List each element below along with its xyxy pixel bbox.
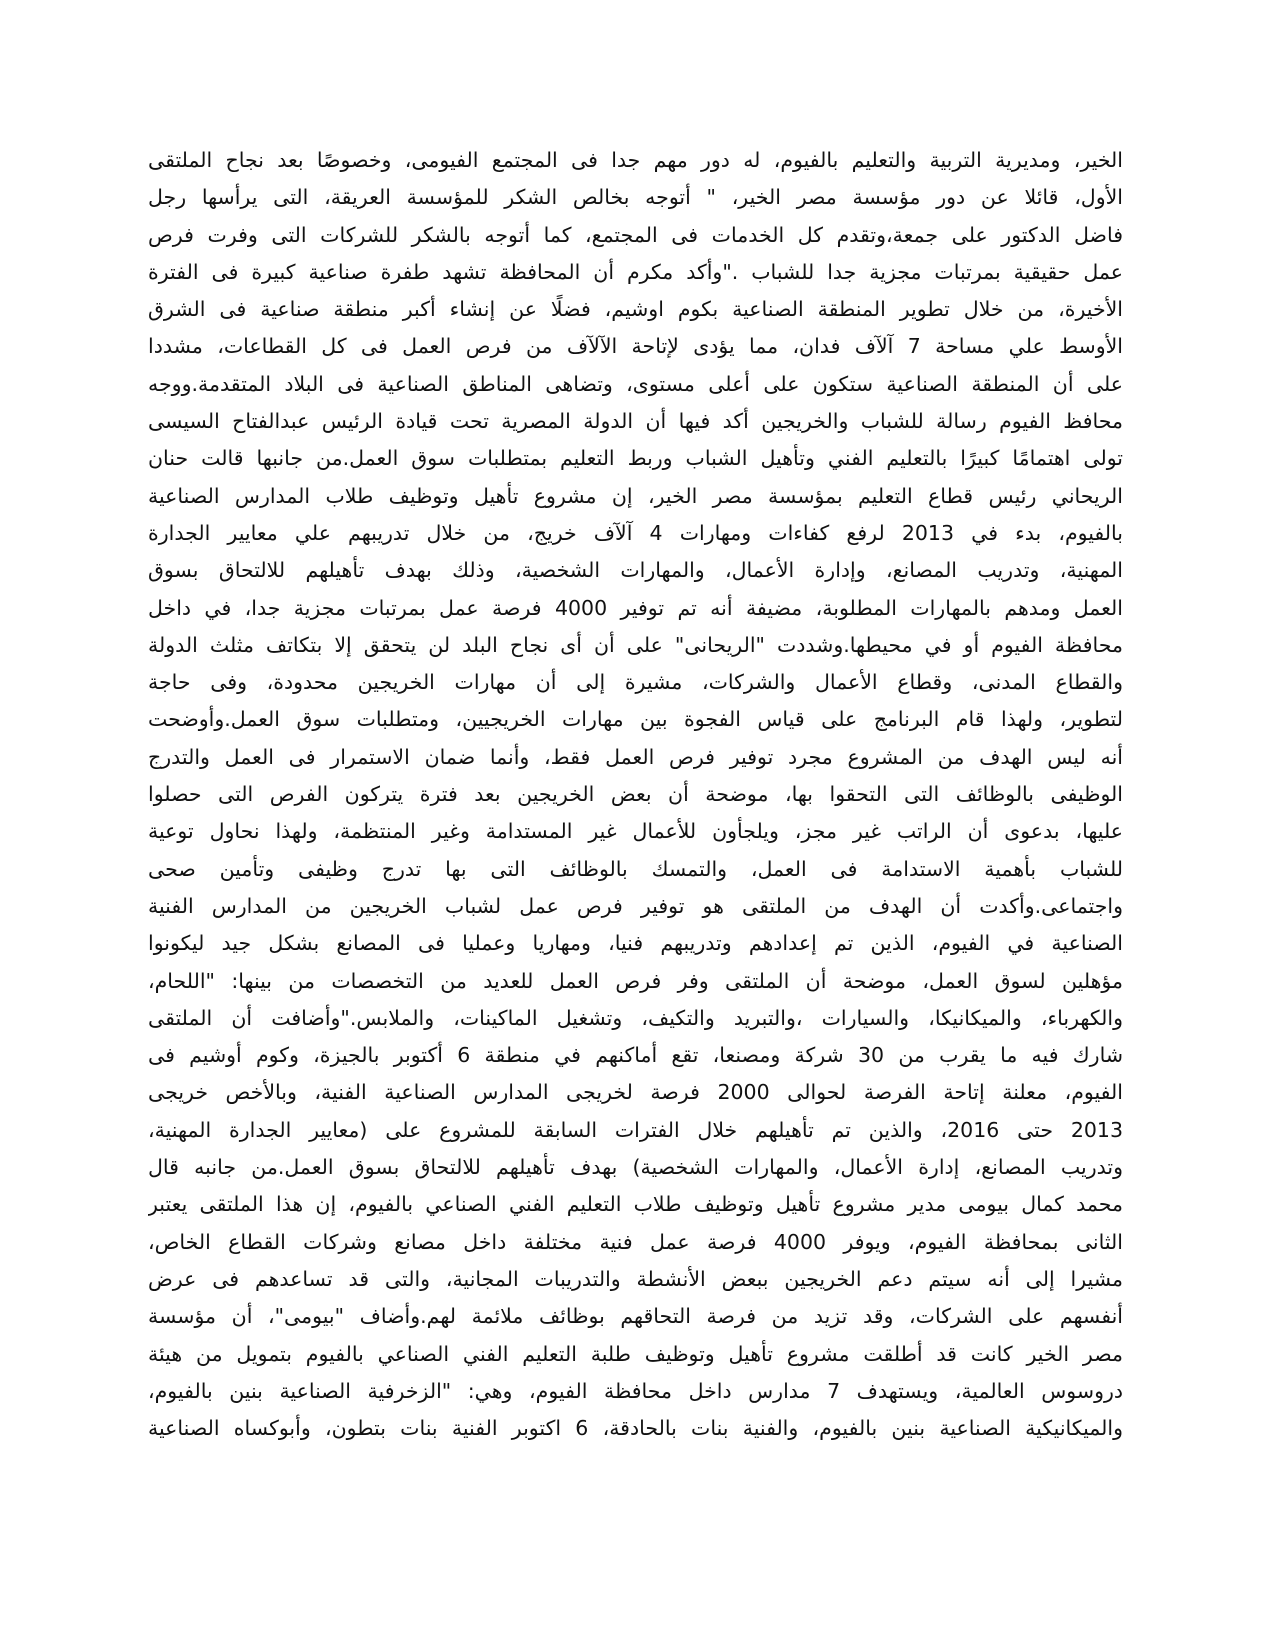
text-line: فاضل الدكتور على جمعة،وتقدم كل الخدمات فى المجتمع، كما أتوجه بالشكر للشركات التى وفرت فرص bbox=[148, 222, 1123, 247]
text-line: والميكانيكية الصناعية بنين بالفيوم، والفنية بنات بالحادقة، 6 اكتوبر الفنية بنات بتطون، وأبوكساه الصناعية bbox=[148, 1416, 1123, 1441]
text-line: مؤهلين لسوق العمل، موضحة أن الملتقى وفر فرص العمل للعديد من التخصصات من بينها: "اللحام، bbox=[148, 968, 1123, 993]
text-line: للشباب بأهمية الاستدامة فى العمل، والتمسك بالوظائف التى بها تدرج وظيفى وتأمين صحى bbox=[148, 856, 1123, 881]
text-line: عليها، بدعوى أن الراتب غير مجز، ويلجأون للأعمال غير المستدامة وغير المنتظمة، ولهذا نحاول توعية bbox=[148, 819, 1123, 844]
text-line: الثانى بمحافظة الفيوم، ويوفر 4000 فرصة عمل فنية مختلفة داخل مصانع وشركات القطاع الخاص، bbox=[148, 1229, 1123, 1254]
text-line: الأخيرة، من خلال تطوير المنطقة الصناعية بكوم اوشيم، فضلًا عن إنشاء أكبر منطقة صناعية فى الشرق bbox=[148, 297, 1123, 322]
text-line: محافظة الفيوم أو في محيطها.وشددت "الريحانى" على أن أى نجاح البلد لن يتحقق إلا بتكاتف مثلث الدولة bbox=[148, 632, 1123, 657]
text-line: على أن المنطقة الصناعية ستكون على أعلى مستوى، وتضاهى المناطق الصناعية فى البلاد المتقدمة.ووجه bbox=[148, 371, 1123, 396]
text-line: تولى اهتمامًا كبيرًا بالتعليم الفني وتأهيل الشباب وربط التعليم بمتطلبات سوق العمل.من جانبها قالت حنان bbox=[148, 446, 1123, 471]
text-line: الريحاني رئيس قطاع التعليم بمؤسسة مصر الخير، إن مشروع تأهيل وتوظيف طلاب المدارس الصناعية bbox=[148, 483, 1123, 508]
text-line: مصر الخير كانت قد أطلقت مشروع تأهيل وتوظيف طلبة التعليم الفني الصناعي بالفيوم بتمويل من هيئة bbox=[148, 1341, 1123, 1366]
text-line: الأوسط علي مساحة 7 آلآف فدان، مما يؤدى لإتاحة الآلآف من فرص العمل فى كل القطاعات، مشددا bbox=[148, 334, 1123, 359]
text-line: محافظ الفيوم رسالة للشباب والخريجين أكد فيها أن الدولة المصرية تحت قيادة الرئيس عبدالفتاح السيسى bbox=[148, 409, 1123, 434]
text-line: المهنية، وتدريب المصانع، وإدارة الأعمال، والمهارات الشخصية، وذلك بهدف تأهيلهم للالتحاق بسوق bbox=[148, 558, 1123, 583]
text-line: شارك فيه ما يقرب من 30 شركة ومصنعا، تقع أماكنهم في منطقة 6 أكتوبر بالجيزة، وكوم أوشيم فى bbox=[148, 1043, 1123, 1068]
text-line: مشيرا إلى أنه سيتم دعم الخريجين ببعض الأنشطة والتدريبات المجانية، والتى قد تساعدهم فى عرض bbox=[148, 1266, 1123, 1291]
text-line: العمل ومدهم بالمهارات المطلوبة، مضيفة أنه تم توفير 4000 فرصة عمل بمرتبات مجزية جدا، في داخل bbox=[148, 595, 1123, 620]
text-line: واجتماعى.وأكدت أن الهدف من الملتقى هو توفير فرص عمل لشباب الخريجين من المدارس الفنية bbox=[148, 893, 1123, 918]
text-line: دروسوس العالمية، ويستهدف 7 مدارس داخل محافظة الفيوم، وهي: "الزخرفية الصناعية بنين بالفيوم، bbox=[148, 1378, 1123, 1403]
text-line: الصناعية في الفيوم، الذين تم إعدادهم وتدريبهم فنيا، ومهاريا وعمليا فى المصانع بشكل جيد ليكونوا bbox=[148, 931, 1123, 956]
text-line: محمد كمال بيومى مدير مشروع تأهيل وتوظيف طلاب التعليم الفني الصناعي بالفيوم، إن هذا الملتقى يعتبر bbox=[148, 1192, 1123, 1217]
text-line: لتطوير، ولهذا قام البرنامج على قياس الفجوة بين مهارات الخريجيين، ومتطلبات سوق العمل.وأوضحت bbox=[148, 707, 1123, 732]
article-body bbox=[148, 142, 1123, 1447]
text-line: الفيوم، معلنة إتاحة الفرصة لحوالى 2000 فرصة لخريجى المدارس الصناعية الفنية، وبالأخص خريجى bbox=[148, 1080, 1123, 1105]
text-line: أنفسهم على الشركات، وقد تزيد من فرصة التحاقهم بوظائف ملائمة لهم.وأضاف "بيومى"، أن مؤسسة bbox=[148, 1304, 1123, 1329]
text-line: والكهرباء، والميكانيكا، والسيارات ،والتبريد والتكيف، وتشغيل الماكينات، والملابس."وأضافت أن الملتقى bbox=[148, 1005, 1123, 1030]
text-line: عمل حقيقية بمرتبات مجزية جدا للشباب ."وأكد مكرم أن المحافظة تشهد طفرة صناعية كبيرة فى الفترة bbox=[148, 259, 1123, 284]
text-line: الوظيفى بالوظائف التى التحقوا بها، موضحة أن بعض الخريجين بعد فترة يتركون الفرص التى حصلوا bbox=[148, 782, 1123, 807]
text-line: الأول، قائلا عن دور مؤسسة مصر الخير، " أتوجه بخالص الشكر للمؤسسة العريقة، التى يرأسها رجل bbox=[148, 185, 1123, 210]
text-line: الخير، ومديرية التربية والتعليم بالفيوم، له دور مهم جدا فى المجتمع الفيومى، وخصوصًا بعد نجاح الملتقى bbox=[148, 148, 1123, 172]
text-line: أنه ليس الهدف من المشروع مجرد توفير فرص العمل فقط، وأنما ضمان الاستمرار فى العمل والتدرج bbox=[148, 744, 1123, 769]
text-line: والقطاع المدنى، وقطاع الأعمال والشركات، مشيرة إلى أن مهارات الخريجين محدودة، وفى حاجة bbox=[148, 670, 1123, 695]
text-line: 2013 حتى 2016، والذين تم تأهيلهم خلال الفترات السابقة للمشروع على (معايير الجدارة المهنية، bbox=[148, 1117, 1123, 1142]
text-line: وتدريب المصانع، إدارة الأعمال، والمهارات الشخصية) بهدف تأهيلهم للالتحاق بسوق العمل.من جانبه قال bbox=[148, 1155, 1123, 1180]
text-line: بالفيوم، بدء في 2013 لرفع كفاءات ومهارات 4 آلآف خريج، من خلال تدريبهم علي معايير الجدارة bbox=[148, 520, 1123, 545]
